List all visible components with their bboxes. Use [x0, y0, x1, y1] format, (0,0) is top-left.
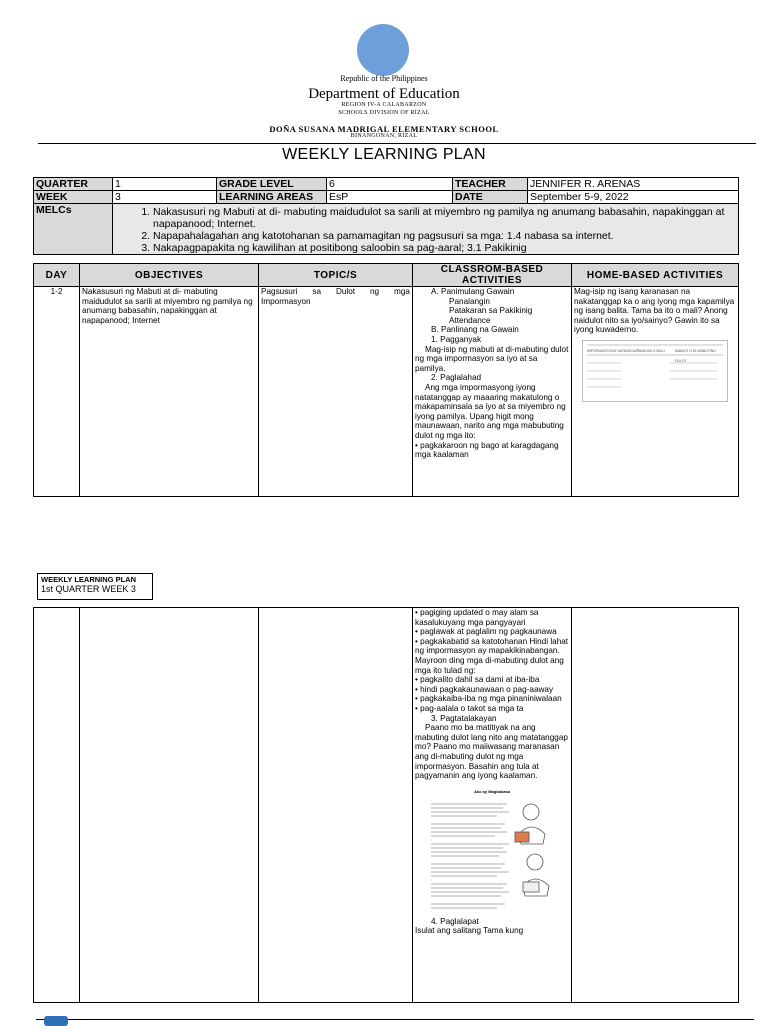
cb-line: Patakaran sa Pakikinig [449, 306, 533, 316]
grade-value: 6 [327, 178, 453, 191]
cb-paragraph: Ang mga impormasyong iyong natatanggap ay maaaring makatulong o makapaminsala sa iyo at sa miyembro ng iyong pamilya. Upang higit mong maunawaan, narito ang mga mabubuting dulot ng mga ito: [415, 382, 566, 440]
col-classroom-header: CLASSROM-BASED ACTIVITIES [413, 264, 572, 287]
col-topics-header: TOPIC/S [259, 264, 413, 287]
date-value: September 5-9, 2022 [528, 191, 739, 204]
cb-line: Attendance [449, 315, 491, 325]
objective-cell: Nakasusuri ng Mabuti at di- mabuting maidudulot sa sarili at miyembro ng pamilya ng anumang babasahin, napakinggan at napapanood; Internet [80, 287, 259, 497]
melc-item: 1. Nakasusuri ng Mabuti at di- mabuting maidudulot sa sarili at miyembro ng pamilya ng anumang babasahin, napakinggan at napapanood; Internet. [153, 206, 736, 230]
col-home-header: HOME-BASED ACTIVITIES [572, 264, 739, 287]
day-cell-empty [34, 608, 80, 1003]
cb-line: A. Panimulang Gawain [431, 287, 515, 296]
republic-line: Republic of the Philippines [340, 74, 428, 83]
cb-line: 1. Pagganyak [431, 334, 482, 344]
poem-title: Ako ay Magbabasa [473, 788, 510, 794]
teacher-value: JENNIFER R. ARENAS [528, 178, 739, 191]
department-line: Department of Education [308, 86, 460, 102]
mini-col3: MABUTI O DI-MABUTING DULOT [675, 348, 717, 363]
grade-label: GRADE LEVEL [217, 178, 327, 191]
cb2-paragraph: Paano mo ba matitiyak na ang mabuting dulot lang nito ang matatanggap mo? Paano mo maiiwasang maranasan ang di-mabuting dulot ng mga impormasyon. Basahin ang tula at pagyamanin ang iyong kaalaman. [415, 723, 568, 781]
week-value: 3 [113, 191, 217, 204]
school-name: DOÑA SUSANA MADRIGAL ELEMENTARY SCHOOL [269, 124, 499, 134]
cb-bullet: • pagkakaroon ng bago at karagdagang mga kaalaman [415, 440, 559, 460]
cb2-step: 4. Paglalapat [431, 916, 479, 926]
plan-table-continued [33, 607, 739, 1003]
poem-figure [427, 796, 557, 914]
info-row-week [34, 191, 739, 204]
plan-row [34, 287, 739, 497]
poem-illustration [427, 787, 557, 915]
page-title: WEEKLY LEARNING PLAN [282, 146, 486, 163]
cb2-paragraph: Isulat ang salitang Tama kung [415, 926, 524, 936]
melc-item: 2. Napapahalagahan ang katotohanan sa pamamagitan ng pagsusuri sa mga: 1.4 nabasa sa internet. [153, 230, 736, 242]
header-rule [38, 143, 756, 144]
quarter-label: QUARTER [34, 178, 113, 191]
plan-table [33, 263, 739, 497]
cb2-line: • pagkalito dahil sa dami at iba-iba [415, 675, 540, 685]
plan-header-row [34, 264, 739, 287]
cb2-line: • pagkakaiba-iba ng mga pinaniniwalaan [415, 694, 562, 704]
cb2-line: • pagiging updated o may alam sa kasalukuyang mga pangyayari [415, 608, 539, 627]
melcs-list [113, 204, 739, 255]
cb2-line: • pag-aalala o takot sa mga ta [415, 703, 524, 713]
footer-rule [36, 1019, 754, 1020]
cb2-step: 3. Pagtatalakayan [431, 713, 497, 723]
teacher-label: TEACHER [453, 178, 528, 191]
day-cell: 1-2 [34, 287, 80, 497]
classroom-cell [413, 287, 572, 497]
division-line: SCHOOLS DIVISION OF RIZAL [338, 110, 430, 116]
region-line: REGION IV-A CALABARZON [341, 102, 427, 108]
cb2-line: • paglawak at paglalim ng pagkaunawa [415, 627, 557, 637]
topic-cell-empty [259, 608, 413, 1003]
quarter-value: 1 [113, 178, 217, 191]
cb-paragraph: Mag-isip ng mabuti at di-mabuting dulot ng mga impormasyon sa iyo at sa pamilya. [415, 344, 569, 373]
cb2-line: • pagkakabatid sa katotohanan Hindi lahat ng impormasyon ay mapakikinabangan. Mayroon ding mga di-mabuting dulot ang mga ito tulad ng: [415, 636, 569, 675]
mini-worksheet-table [582, 340, 728, 402]
page2-label-title: WEEKLY LEARNING PLAN [41, 575, 137, 584]
cb2-line: • hindi pagkakaunawaan o pag-aaway [415, 684, 554, 694]
objective-cell-empty [80, 608, 259, 1003]
footer-logo-icon [44, 1016, 68, 1026]
mini-col1: IMPORMASYONG NATANGGAP [587, 348, 639, 353]
areas-value: EsP [327, 191, 453, 204]
cb-line: 2. Paglalahad [431, 373, 482, 383]
areas-label: LEARNING AREAS [217, 191, 327, 204]
info-row-melcs [34, 204, 739, 255]
page2-label-quarter: 1st QUARTER WEEK 3 [41, 584, 136, 594]
home-cell-empty [572, 608, 739, 1003]
melc-item: 3. Nakapagpapakita ng kawilihan at positibong saloobin sa pag-aaral; 3.1 Pakikinig [153, 242, 736, 254]
date-label: DATE [453, 191, 528, 204]
classroom-cell-continued [413, 608, 572, 1003]
deped-seal-icon [357, 24, 409, 76]
home-cell [572, 287, 739, 497]
info-table [33, 177, 739, 255]
plan-row-continued [34, 608, 739, 1003]
home-text: Mag-isip ng isang karanasan na nakatanggap ka o ang iyong mga kapamilya ng isang balita. Tama ba ito o mali? Anong naidulot nito sa iyo/sainyo? Gawin ito sa iyong kuwaderno. [574, 287, 735, 335]
cb-line: B. Panlinang na Gawain [431, 325, 519, 335]
topic-cell: Pagsusuri sa Dulot ng mga Impormasyon [259, 287, 413, 497]
mini-col2: TAMA BA O MALI [637, 348, 665, 353]
week-label: WEEK [34, 191, 113, 204]
melcs-label: MELCs [34, 204, 113, 255]
col-objectives-header: OBJECTIVES [80, 264, 259, 287]
info-row-quarter [34, 178, 739, 191]
school-location: BINANGONAN, RIZAL [350, 133, 418, 139]
col-day-header: DAY [34, 264, 80, 287]
page2-label-box [37, 573, 153, 600]
cb-line: Panalangin [449, 296, 490, 306]
